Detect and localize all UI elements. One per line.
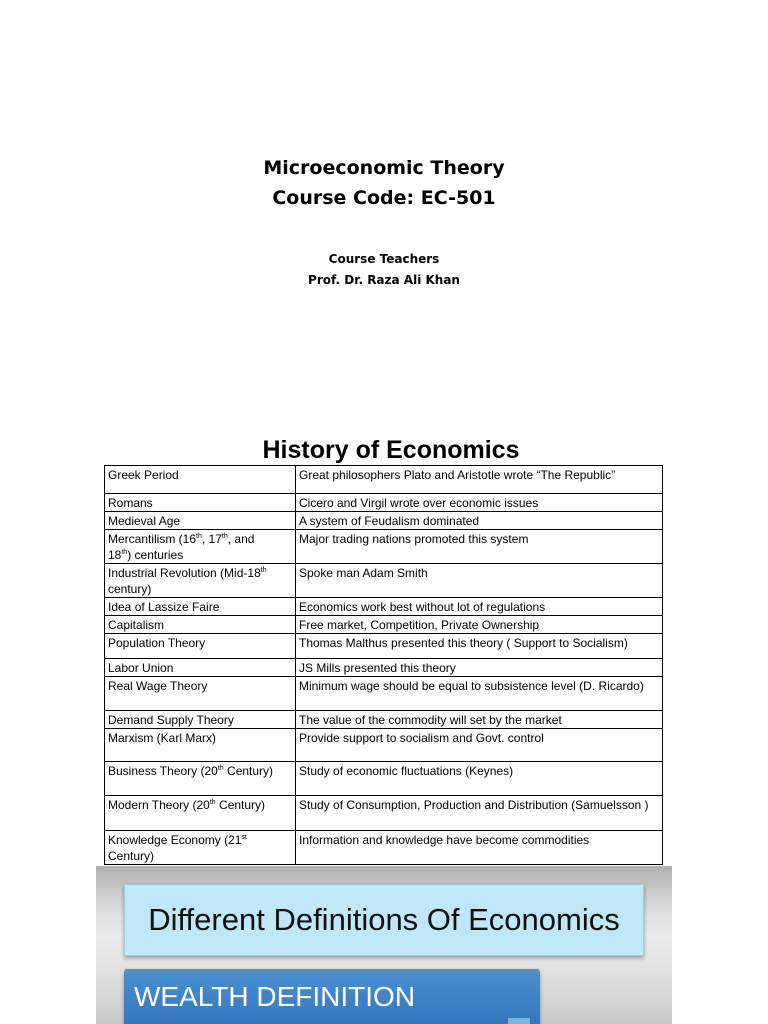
era-cell: Capitalism	[105, 616, 296, 634]
teachers-heading: Course Teachers	[328, 252, 440, 266]
era-cell: Modern Theory (20th Century)	[105, 796, 296, 831]
description-cell: Study of Consumption, Production and Distribution (Samuelsson )	[296, 796, 663, 831]
table-row	[105, 634, 663, 659]
slide-decoration	[508, 1018, 530, 1024]
era-cell: Medieval Age	[105, 512, 296, 530]
description-cell: Thomas Malthus presented this theory ( Support to Socialism)	[296, 634, 663, 659]
era-cell: Industrial Revolution (Mid-18th century)	[105, 564, 296, 598]
course-title-block	[0, 153, 768, 213]
description-cell: Cicero and Virgil wrote over economic issues	[296, 494, 663, 512]
era-cell: Mercantilism (16th, 17th, and 18th) centuries	[105, 530, 296, 564]
table-row	[105, 711, 663, 729]
table-row	[105, 762, 663, 796]
era-cell: Labor Union	[105, 659, 296, 677]
teachers-block	[0, 249, 768, 291]
table-row	[105, 466, 663, 494]
course-title: Microeconomic Theory	[263, 157, 505, 179]
era-cell: Real Wage Theory	[105, 677, 296, 711]
description-cell: JS Mills presented this theory	[296, 659, 663, 677]
description-cell: Spoke man Adam Smith	[296, 564, 663, 598]
description-cell: Provide support to socialism and Govt. control	[296, 729, 663, 762]
description-cell: A system of Feudalism dominated	[296, 512, 663, 530]
course-code: Course Code: EC-501	[272, 187, 496, 209]
era-cell: Population Theory	[105, 634, 296, 659]
era-cell: Idea of Lassize Faire	[105, 598, 296, 616]
table-row	[105, 677, 663, 711]
history-title: History of Economics	[262, 436, 520, 464]
definitions-heading: Different Definitions Of Economics	[124, 884, 644, 956]
description-cell: Information and knowledge have become commodities	[296, 831, 663, 865]
wealth-definition-box	[124, 969, 540, 1024]
history-table	[104, 465, 663, 865]
table-row	[105, 564, 663, 598]
description-cell: Great philosophers Plato and Aristotle wrote “The Republic”	[296, 466, 663, 494]
description-cell: Minimum wage should be equal to subsistence level (D. Ricardo)	[296, 677, 663, 711]
era-cell: Business Theory (20th Century)	[105, 762, 296, 796]
table-row	[105, 831, 663, 865]
description-cell: Study of economic fluctuations (Keynes)	[296, 762, 663, 796]
table-row	[105, 659, 663, 677]
era-cell: Knowledge Economy (21st Century)	[105, 831, 296, 865]
teacher-name: Prof. Dr. Raza Ali Khan	[308, 273, 460, 287]
table-row	[105, 729, 663, 762]
table-row	[105, 616, 663, 634]
definitions-slide	[96, 866, 672, 1024]
era-cell: Marxism (Karl Marx)	[105, 729, 296, 762]
table-row	[105, 598, 663, 616]
wealth-definition-label: WEALTH DEFINITION	[134, 981, 416, 1012]
description-cell: The value of the commodity will set by the market	[296, 711, 663, 729]
era-cell: Demand Supply Theory	[105, 711, 296, 729]
era-cell: Romans	[105, 494, 296, 512]
description-cell: Major trading nations promoted this system	[296, 530, 663, 564]
table-row	[105, 530, 663, 564]
table-row	[105, 796, 663, 831]
era-cell: Greek Period	[105, 466, 296, 494]
table-row	[105, 512, 663, 530]
description-cell: Economics work best without lot of regulations	[296, 598, 663, 616]
table-row	[105, 494, 663, 512]
description-cell: Free market, Competition, Private Ownership	[296, 616, 663, 634]
